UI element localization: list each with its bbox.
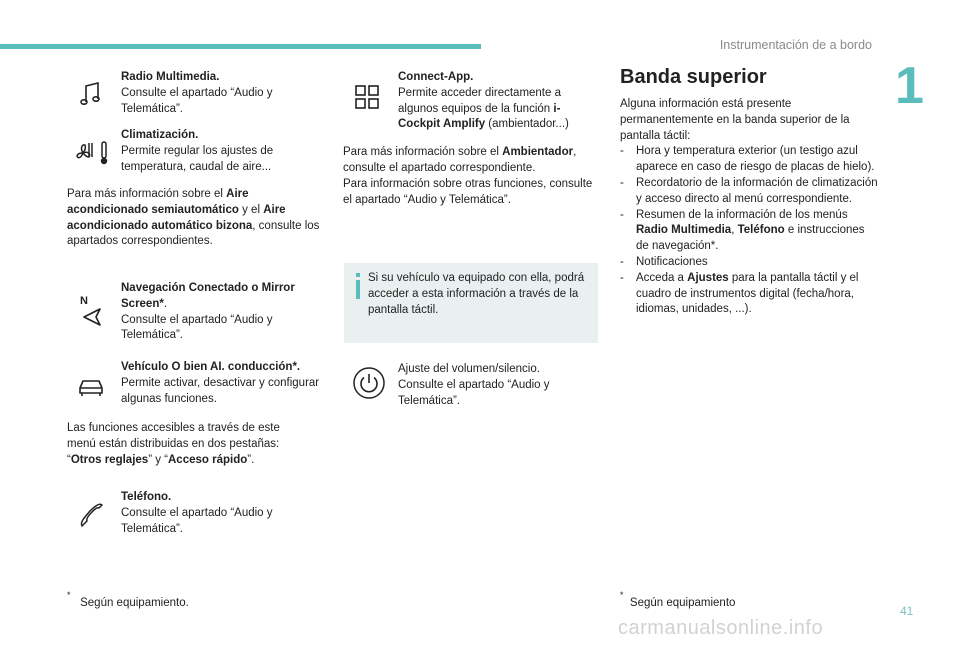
paragraph-otras-funciones: Para información sobre otras funciones, consulte el apartado “Audio y Telemática”.: [343, 178, 593, 206]
vehiculo-text: Permite activar, desactivar y configurar algunas funciones.: [121, 376, 320, 405]
info-icon: [353, 271, 363, 301]
clima-text: Permite regular los ajustes de temperatura, caudal de aire...: [121, 144, 274, 173]
footnote-left: [67, 590, 189, 609]
icon-letter: N: [80, 295, 88, 307]
paragraph-pestanas: [67, 421, 307, 468]
chapter-number: 1: [895, 57, 924, 115]
text-span: Para más información sobre el: [343, 146, 503, 158]
list-item: [620, 271, 878, 318]
phone-handset-icon: [76, 500, 106, 530]
paragraph-ambientador: [343, 145, 595, 177]
fan-temperature-icon: [76, 138, 106, 168]
text-span: , consulte los apartados correspondientes.: [67, 219, 320, 248]
list-item: - Recordatorio de la información de climatización y acceso directo al menú correspondiente.: [620, 176, 878, 208]
text-span: ” y “: [148, 453, 168, 466]
volume-text: Ajuste del volumen/silencio. Consulte el apartado “Audio y Telemática”.: [398, 363, 550, 407]
nav-text: Consulte el apartado “Audio y Telemática”.: [121, 313, 273, 342]
music-note-icon: [76, 78, 106, 108]
nav-title: [121, 281, 321, 313]
header-accent-bar: [0, 44, 481, 49]
text-span: (ambientador...): [485, 118, 569, 131]
banda-list: [620, 144, 878, 318]
car-icon: [76, 370, 106, 400]
page-number: 41: [900, 604, 914, 618]
footnote-right: [620, 590, 736, 609]
list-item: [620, 208, 878, 255]
telefono-text: Consulte el apartado “Audio y Telemática”.: [121, 506, 273, 535]
bold-span: Acceso rápido: [168, 453, 248, 466]
text-span: Resumen de la información de los menús: [636, 208, 848, 221]
text-span: Las funciones accesibles a través de este menú están distribuidas en dos pestañas: “: [67, 422, 280, 466]
connect-text: [398, 86, 598, 133]
banda-intro: [620, 97, 878, 318]
text-span: Acceda a: [636, 271, 688, 284]
radio-text: Consulte el apartado “Audio y Telemática”.: [121, 86, 273, 115]
text-span: ,: [731, 224, 738, 237]
nav-title-dot: .: [163, 297, 168, 310]
radio-title: Radio Multimedia.: [121, 71, 220, 83]
paragraph-aire: [67, 187, 325, 250]
bold-span: i-Cockpit Amplify: [398, 102, 561, 131]
power-button-icon: [352, 366, 386, 400]
bold-span: Aire acondicionado automático bizona: [67, 203, 286, 232]
connect-title: Connect-App.: [398, 71, 474, 83]
footnote-mark: *: [620, 590, 624, 600]
telefono-title: Teléfono.: [121, 491, 172, 503]
info-note-box: [344, 263, 598, 343]
navigation-arrow-icon: [76, 293, 106, 323]
footnote-text: Según equipamiento: [629, 596, 736, 609]
footnote-text: Según equipamiento.: [80, 596, 189, 609]
text-span: Permite acceder directamente a algunos equipos de la función: [398, 86, 561, 115]
bold-span: Ambientador: [502, 146, 574, 158]
bold-span: Aire acondicionado semiautomático: [67, 188, 249, 216]
text-span: e instrucciones de navegación*.: [636, 224, 865, 253]
list-item: - Notificaciones: [620, 255, 878, 271]
intro-text: Alguna información está presente permanentemente en la banda superior de la pantalla táctil:: [620, 98, 850, 142]
bold-span: Teléfono: [737, 224, 785, 237]
bold-span: Radio Multimedia: [636, 224, 732, 237]
nav-title-star: *: [159, 297, 164, 310]
section-heading: Banda superior: [620, 66, 767, 88]
list-item: - Hora y temperatura exterior (un testigo azul aparece en caso de riesgo de placas de hielo).: [620, 144, 878, 176]
text-span: para la pantalla táctil y el cuadro de instrumentos digital (fecha/hora, idiomas, unidades, ...).: [636, 271, 859, 316]
text-span: ”.: [247, 453, 255, 466]
vehiculo-title: Vehículo O bien AI. conducción*.: [121, 361, 301, 373]
clima-title: Climatización.: [121, 129, 199, 141]
watermark: carmanualsonline.info: [618, 617, 824, 639]
bold-span: Otros reglajes: [70, 453, 149, 466]
section-title: Instrumentación de a bordo: [719, 38, 872, 52]
nav-title-text: Navegación Conectado o Mirror Screen: [121, 282, 295, 310]
info-note-text: Si su vehículo va equipado con ella, podrá acceder a esta información a través de la pantalla táctil.: [368, 272, 585, 316]
apps-grid-icon: [352, 82, 382, 112]
bold-span: Ajustes: [687, 271, 729, 284]
text-span: Para más información sobre el: [67, 188, 227, 200]
footnote-mark: *: [67, 590, 71, 600]
text-span: y el: [238, 203, 264, 216]
text-span: , consulte el apartado correspondiente.: [343, 146, 577, 174]
